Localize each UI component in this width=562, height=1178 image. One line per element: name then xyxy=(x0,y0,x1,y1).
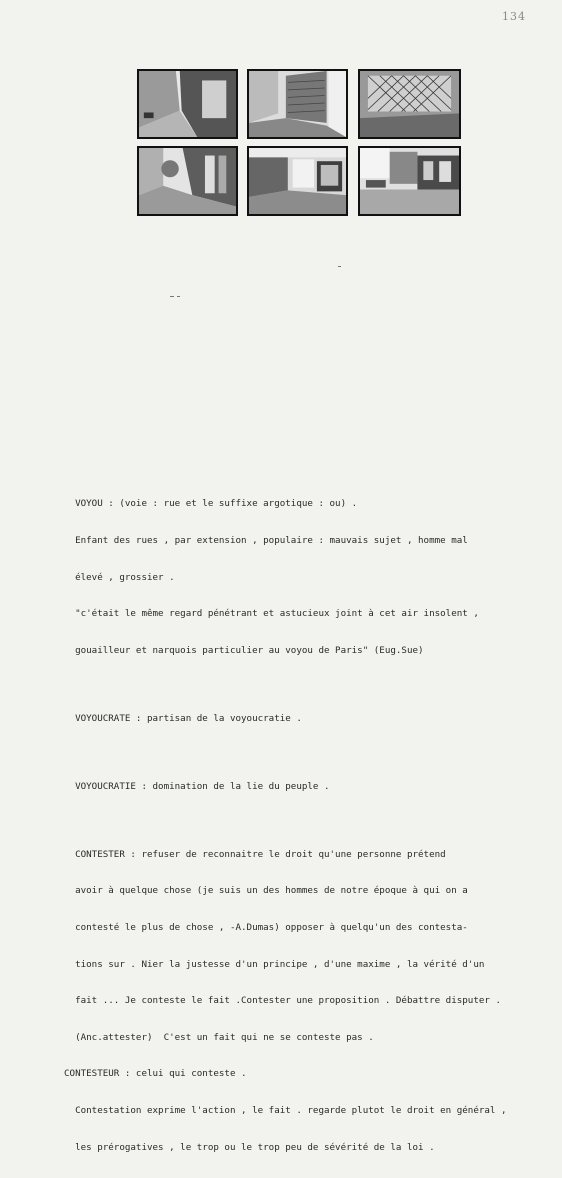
street-photo-4 xyxy=(137,146,238,216)
text-line: avoir à quelque chose (je suis un des hommes de notre époque à qui on a xyxy=(64,885,468,897)
text-line: (Anc.attester) C'est un fait qui ne se conteste pas . xyxy=(64,1031,374,1043)
text-line: Contestation exprime l'action , le fait . regarde plutot le droit en général , xyxy=(64,1104,507,1116)
definitions-text xyxy=(64,474,544,1178)
text-gap xyxy=(64,749,544,756)
stray-mark xyxy=(177,296,180,297)
street-photo-1 xyxy=(137,69,238,139)
text-gap xyxy=(64,817,544,824)
text-line: "c'était le même regard pénétrant et astucieux joint à cet air insolent , xyxy=(64,608,479,620)
text-line: CONTESTEUR : celui qui conteste . xyxy=(64,1068,247,1080)
text-line: élevé , grossier . xyxy=(64,571,175,583)
photo-grid xyxy=(137,69,462,219)
text-line: CONTESTER : refuser de reconnaitre le droit qu'une personne prétend xyxy=(64,848,446,860)
street-photo-3 xyxy=(358,69,461,139)
text-line: contesté le plus de chose , -A.Dumas) opposer à quelqu'un des contesta- xyxy=(64,921,468,933)
text-line: tions sur . Nier la justesse d'un principe , d'une maxime , la vérité d'un xyxy=(64,958,485,970)
street-photo-5 xyxy=(247,146,348,216)
text-line: fait ... Je conteste le fait .Contester une proposition . Débattre disputer . xyxy=(64,995,501,1007)
text-line: VOYOUCRATE : partisan de la voyoucratie . xyxy=(64,712,302,724)
street-photo-6 xyxy=(358,146,461,216)
text-line: Enfant des rues , par extension , populaire : mauvais sujet , homme mal xyxy=(64,535,468,546)
text-line: VOYOUCRATIE : domination de la lie du peuple . xyxy=(64,780,330,792)
text-gap xyxy=(64,681,544,688)
text-line: VOYOU : (voie : rue et le suffixe argotique : ou) . xyxy=(64,498,358,510)
stray-mark xyxy=(170,296,174,297)
text-line: gouailleur et narquois particulier au voyou de Paris" (Eug.Sue) xyxy=(64,644,424,656)
page-number: 134 xyxy=(502,10,526,23)
street-photo-2 xyxy=(247,69,348,139)
stray-mark xyxy=(338,266,341,267)
text-line: les prérogatives , le trop ou le trop peu de sévérité de la loi . xyxy=(64,1141,435,1153)
